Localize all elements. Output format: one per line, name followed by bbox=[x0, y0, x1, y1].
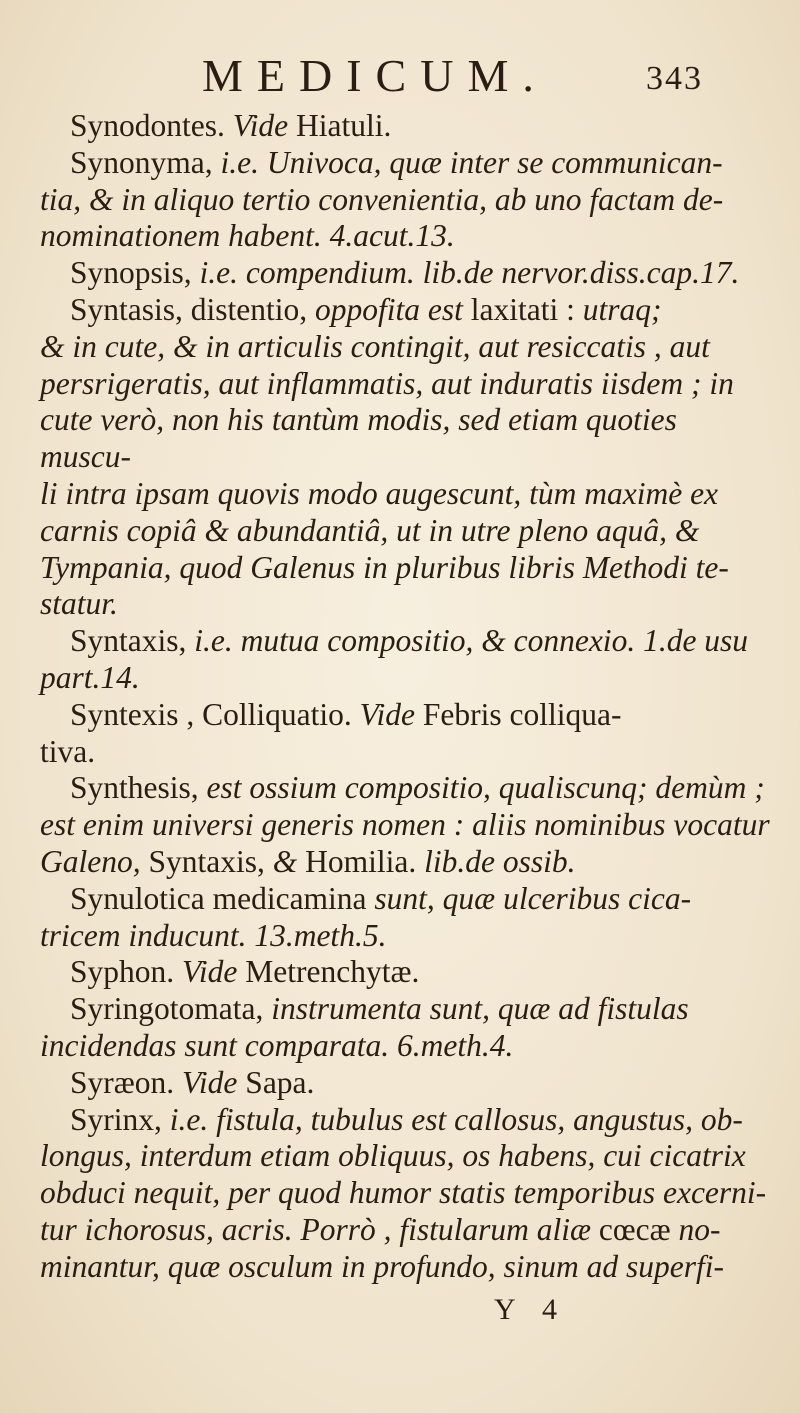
dictionary-entry bbox=[40, 623, 770, 697]
entry-text: Sapa. bbox=[237, 1064, 315, 1100]
entry-text: Vide bbox=[182, 1064, 238, 1100]
entry-text: i.e. compendium. lib.de nervor.diss.cap.17. bbox=[199, 255, 740, 291]
entry-text: sunt, quæ ulceribus cica- bbox=[374, 880, 692, 916]
entry-text: utraq; bbox=[582, 291, 662, 327]
entry-text: tur ichorosus, acris. Porrò , fistularum aliæ bbox=[40, 1211, 599, 1247]
entry-text: & bbox=[272, 843, 298, 879]
entry-text: i.e. Univoca, quæ inter se communican- bbox=[220, 144, 723, 180]
dictionary-entry bbox=[40, 292, 770, 623]
entry-text: li intra ipsam quovis modo augescunt, tùm maximè ex bbox=[40, 475, 719, 511]
catchword: Y 4 bbox=[494, 1293, 568, 1326]
entry-text: tiva. bbox=[40, 733, 96, 769]
entry-text: Galeno, bbox=[40, 843, 149, 879]
entry-text: i.e. mutua compositio, & connexio. 1.de usu bbox=[194, 623, 749, 659]
entry-text: Tympania, quod Galenus in pluribus libris Methodi te- bbox=[40, 549, 729, 585]
entry-text: Vide bbox=[359, 696, 416, 732]
dictionary-entry bbox=[40, 108, 770, 145]
entry-headword: Synulotica medicamina bbox=[70, 880, 375, 916]
entry-text: longus, interdum etiam obliquus, os habens, cui cicatrix bbox=[40, 1138, 746, 1174]
entry-text: tricem inducunt. 13.meth.5. bbox=[40, 917, 387, 953]
entry-text: Hiatuli. bbox=[288, 108, 392, 143]
entry-text: no- bbox=[678, 1211, 721, 1247]
entry-headword: Syntexis , Colliquatio. bbox=[70, 696, 360, 732]
running-head: MEDICUM. bbox=[202, 50, 548, 101]
entry-text: cute verò, non his tantùm modis, sed etiam quoties muscu- bbox=[40, 402, 677, 475]
entry-text: lib.de ossib. bbox=[424, 843, 576, 879]
page-header bbox=[0, 46, 800, 106]
dictionary-entry bbox=[40, 881, 770, 955]
entry-headword: Synthesis, bbox=[70, 770, 207, 806]
dictionary-entry bbox=[40, 145, 770, 255]
entry-text: est enim universi generis nomen : aliis nominibus vocatur bbox=[40, 807, 770, 843]
entry-text: est ossium compositio, qualiscunq; demùm ; bbox=[206, 770, 765, 806]
entry-text: Homilia. bbox=[297, 843, 425, 879]
entry-text: Syntaxis, bbox=[148, 843, 273, 879]
dictionary-entry bbox=[40, 770, 770, 880]
entry-text: cœcæ bbox=[598, 1211, 679, 1247]
entry-text: i.e. fistula, tubulus est callosus, angustus, ob- bbox=[169, 1101, 743, 1137]
entry-headword: Syntasis, distentio, bbox=[70, 291, 316, 327]
entry-headword: Synodontes. bbox=[70, 108, 233, 143]
entry-headword: Synonyma, bbox=[70, 144, 221, 180]
entry-text: laxitati : bbox=[462, 291, 583, 327]
entry-text: carnis copiâ & abundantiâ, ut in utre pleno aquâ, & bbox=[40, 512, 700, 548]
entry-text: Metrenchytæ. bbox=[237, 954, 420, 990]
dictionary-entry bbox=[40, 991, 770, 1065]
dictionary-entry bbox=[40, 1102, 770, 1286]
entry-headword: Synopsis, bbox=[70, 255, 200, 291]
entry-text: statur. bbox=[40, 586, 118, 622]
entry-text: oppofita est bbox=[315, 291, 463, 327]
entry-text: tia, & in aliquo tertio convenientia, ab uno factam de- bbox=[40, 181, 724, 217]
entry-text: part.14. bbox=[40, 659, 140, 695]
entry-text: minantur, quæ osculum in profundo, sinum ad superfi- bbox=[40, 1248, 724, 1284]
entry-headword: Syræon. bbox=[70, 1064, 183, 1100]
dictionary-entry bbox=[40, 255, 770, 292]
entry-text: obduci nequit, per quod humor statis temporibus excerni- bbox=[40, 1175, 767, 1211]
dictionary-entry bbox=[40, 954, 770, 991]
entry-text: & in cute, & in articulis contingit, aut resiccatis , aut bbox=[40, 328, 710, 364]
dictionary-entry bbox=[40, 1065, 770, 1102]
entry-headword: Syphon. bbox=[70, 954, 183, 990]
dictionary-entries bbox=[40, 108, 770, 1286]
entry-text: Vide bbox=[182, 954, 238, 990]
entry-headword: Syringotomata, bbox=[70, 991, 272, 1027]
entry-text: persrigeratis, aut inflammatis, aut induratis iisdem ; in bbox=[40, 365, 734, 401]
entry-text: incidendas sunt comparata. 6.meth.4. bbox=[40, 1027, 514, 1063]
entry-text: instrumenta sunt, quæ ad fistulas bbox=[271, 991, 689, 1027]
page-number: 343 bbox=[646, 60, 703, 97]
entry-text: nominationem habent. 4.acut.13. bbox=[40, 218, 455, 254]
entry-text: Vide bbox=[232, 108, 289, 143]
dictionary-entry bbox=[40, 697, 770, 771]
entry-text: Febris colliqua- bbox=[415, 696, 622, 732]
entry-headword: Syntaxis, bbox=[70, 623, 195, 659]
entry-headword: Syrinx, bbox=[70, 1101, 170, 1137]
